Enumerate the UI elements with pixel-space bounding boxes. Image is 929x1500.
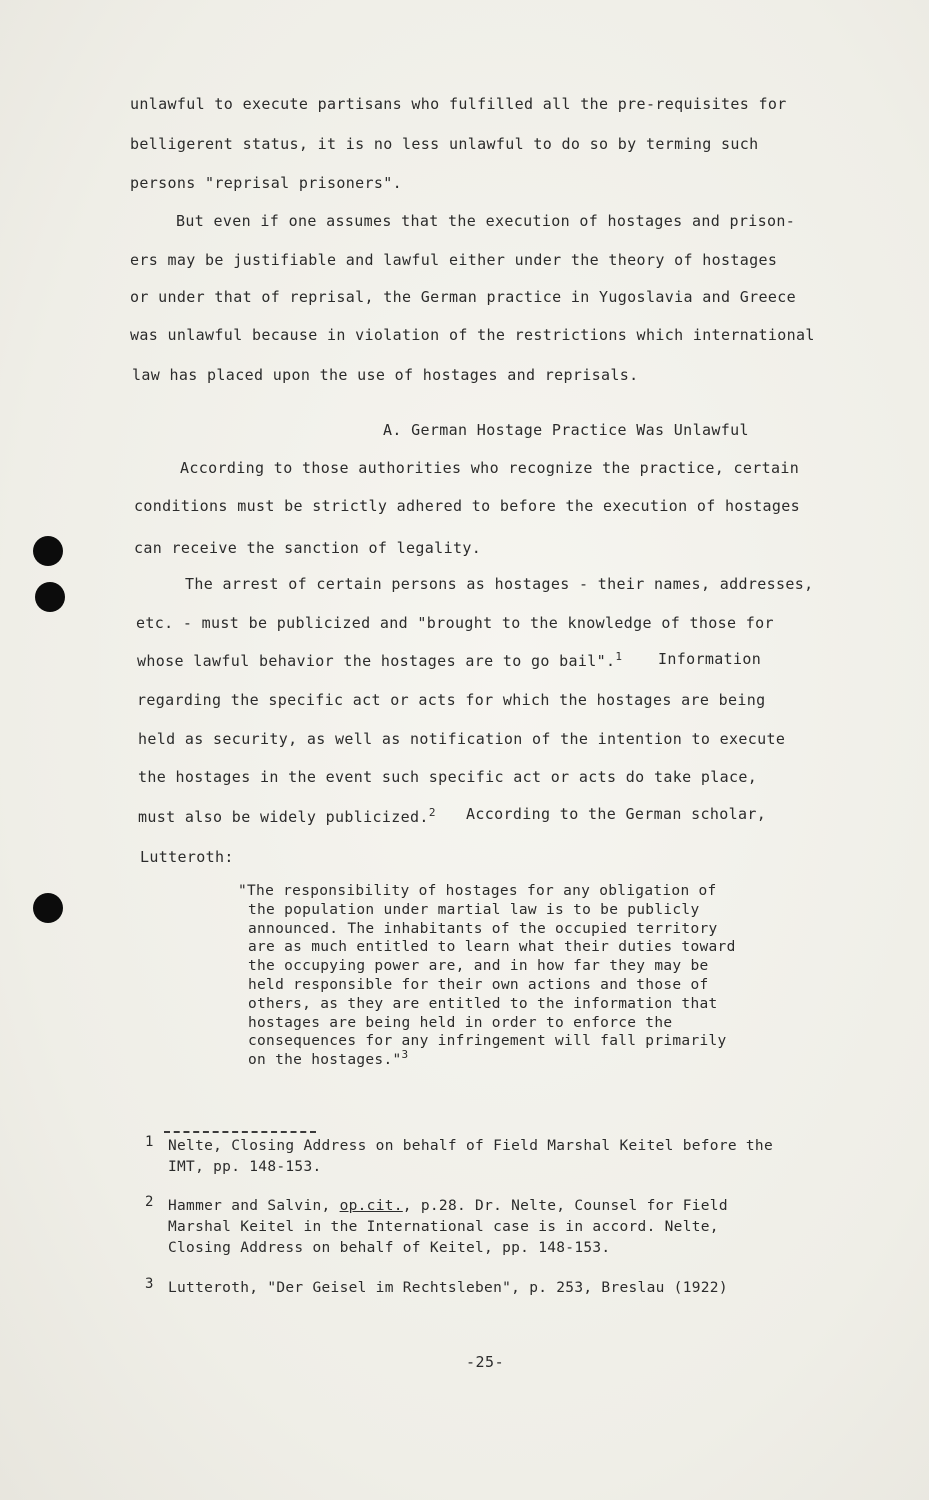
footnote-2 [145,1196,825,1259]
body-line-text: must also be widely publicized. [138,808,429,826]
page-number: -25- [466,1353,505,1371]
quote-line: others, as they are entitled to the information that [248,995,718,1012]
body-line: etc. - must be publicized and "brought to the knowledge of those for [136,614,774,632]
body-line [138,808,436,826]
body-line-text: whose lawful behavior the hostages are to go bail". [137,652,616,670]
footnote-1 [145,1136,825,1178]
body-line: According to the German scholar, [466,805,767,823]
punch-hole [33,536,63,566]
body-line: was unlawful because in violation of the restrictions which international [130,326,815,344]
body-line: held as security, as well as notification of the intention to execute [138,730,786,748]
footnote-divider [164,1131,316,1133]
block-quote [238,882,778,1070]
quote-line: hostages are being held in order to enforce the [248,1014,673,1031]
body-line: belligerent status, it is no less unlawful to do so by terming such [130,135,759,153]
body-line: The arrest of certain persons as hostages - their names, addresses, [185,575,814,593]
quote-line: the occupying power are, and in how far they may be [248,958,709,975]
body-line: unlawful to execute partisans who fulfilled all the pre-requisites for [130,95,787,113]
footnote-number: 2 [145,1194,154,1210]
footnote-line: IMT, pp. 148-153. [168,1159,322,1175]
body-line: According to those authorities who recognize the practice, certain [180,459,800,477]
footnote-ref: 2 [428,806,436,819]
body-line: ers may be justifiable and lawful either under the theory of hostages [130,251,778,269]
body-line: law has placed upon the use of hostages and reprisals. [132,366,639,384]
footnote-text: , p.28. Dr. Nelte, Counsel for Field [402,1198,728,1214]
footnote-line [168,1196,825,1217]
footnote-text: Hammer and Salvin, [168,1198,340,1214]
body-line: the hostages in the event such specific act or acts do take place, [138,768,758,786]
body-line: But even if one assumes that the execution of hostages and prison- [176,212,796,230]
footnote-number: 1 [145,1134,154,1150]
body-line: conditions must be strictly adhered to before the execution of hostages [134,497,801,515]
footnote-ref: 1 [615,650,623,663]
footnote-line: Lutteroth, "Der Geisel im Rechtsleben", p. 253, Breslau (1922) [168,1280,728,1296]
footnote-3 [145,1278,825,1299]
body-line: can receive the sanction of legality. [134,539,482,557]
footnote-ref: 3 [401,1048,409,1062]
quote-line: held responsible for their own actions and those of [248,976,709,993]
body-line: or under that of reprisal, the German practice in Yugoslavia and Greece [130,288,797,306]
quote-line: consequences for any infringement will fall primarily [248,1033,727,1050]
footnote-citation: op.cit. [339,1198,403,1214]
quote-line: "The responsibility of hostages for any obligation of [238,883,717,899]
quote-line [238,1048,778,1070]
quote-line-text: on the hostages." [248,1052,402,1069]
footnote-number: 3 [145,1276,154,1292]
footnote-line: Closing Address on behalf of Keitel, pp. 148-153. [168,1240,611,1256]
punch-hole [35,582,65,612]
body-line: persons "reprisal prisoners". [130,174,403,192]
body-line: Information [658,650,762,668]
punch-hole [33,893,63,923]
quote-line: the population under martial law is to be publicly [248,901,700,918]
footnote-line: Marshal Keitel in the International case is in accord. Nelte, [168,1219,719,1235]
body-line: Lutteroth: [140,848,234,866]
quote-line: are as much entitled to learn what their duties toward [248,939,736,956]
footnote-line: Nelte, Closing Address on behalf of Field Marshal Keitel before the [168,1138,773,1154]
body-line [137,652,622,670]
section-heading: A. German Hostage Practice Was Unlawful [383,421,749,439]
quote-line: announced. The inhabitants of the occupied territory [248,920,718,937]
body-line: regarding the specific act or acts for which the hostages are being [137,691,766,709]
